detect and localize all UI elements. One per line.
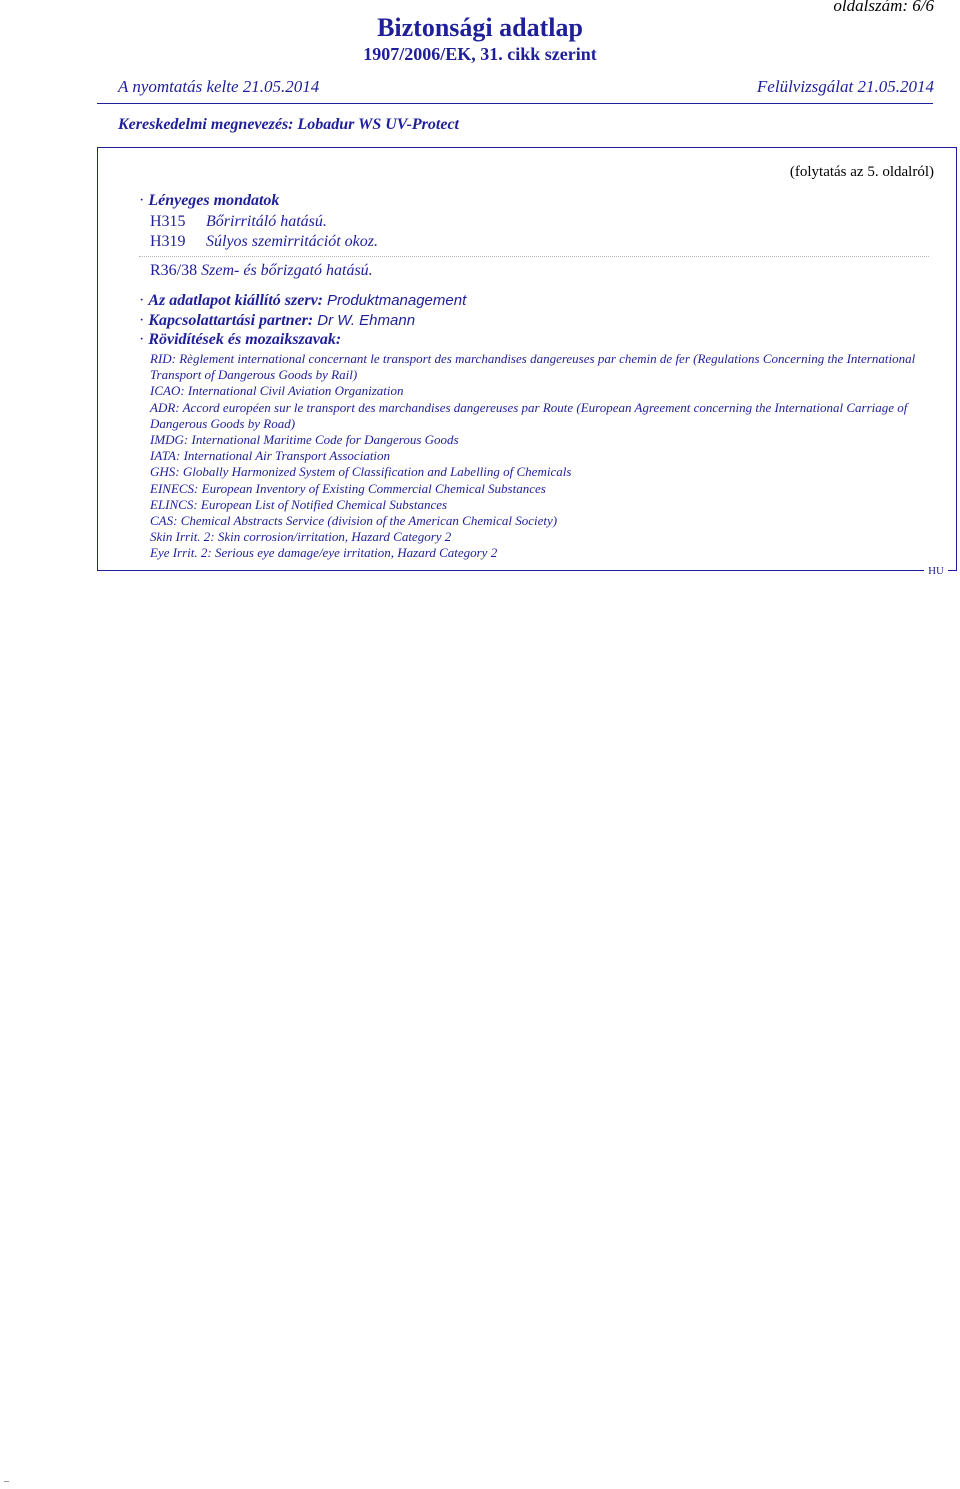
h-statement-row (150, 213, 327, 231)
abbreviation-item: IMDG: International Maritime Code for Dangerous Goods (150, 432, 459, 448)
abbreviation-item: RID: Règlement international concernant le transport des marchandises dangereuses par chemin de fer (Regulations Concerning the International Transport of Dangerous Goods by Rail) (150, 351, 916, 383)
abbreviation-list (150, 351, 940, 562)
dotted-separator (139, 256, 929, 257)
abbreviation-item: IATA: International Air Transport Association (150, 448, 391, 464)
regulation-reference: 1907/2006/EK, 31. cikk szerint (363, 44, 597, 64)
h-statement-text: Bőrirritáló hatású. (206, 213, 327, 230)
bullet: · (139, 292, 149, 309)
abbreviation-item: ADR: Accord européen sur le transport des marchandises dangereuses par Route (European Agreement concerning the International Carriage of Dangerous Goods by Road) (150, 399, 908, 431)
bullet: · (139, 312, 149, 329)
document-title: Biztonsági adatlap (377, 13, 583, 42)
print-date: A nyomtatás kelte 21.05.2014 (118, 77, 320, 96)
abbreviation-item: ELINCS: European List of Notified Chemical Substances (150, 496, 448, 512)
contact-label: Kapcsolattartási partner: (148, 312, 314, 329)
abbreviations-heading-text: Rövidítések és mozaikszavak: (148, 331, 342, 348)
abbreviation-item: Eye Irrit. 2: Serious eye damage/eye irritation, Hazard Category 2 (150, 545, 498, 561)
abbreviation-item: Skin Irrit. 2: Skin corrosion/irritation, Hazard Category 2 (150, 529, 452, 545)
issuer-label: Az adatlapot kiállító szerv: (148, 292, 323, 309)
abbreviation-item: ICAO: International Civil Aviation Organization (150, 383, 404, 399)
trade-name: Kereskedelmi megnevezés: Lobadur WS UV-Protect (118, 116, 459, 133)
abbreviation-item: GHS: Globally Harmonized System of Classification and Labelling of Chemicals (150, 464, 572, 480)
abbreviation-item: EINECS: European Inventory of Existing Commercial Chemical Substances (150, 480, 546, 496)
contact-value: Dr W. Ehmann (317, 312, 416, 329)
h-statement-code: H315 (150, 213, 186, 230)
page-number: oldalszám: 6/6 (833, 0, 934, 15)
continued-note: (folytatás az 5. oldalról) (789, 164, 934, 180)
h-statement-row (150, 233, 378, 251)
relevant-phrases-heading-text: Lényeges mondatok (148, 192, 280, 209)
issuer-value: Produktmanagement (327, 292, 467, 309)
abbreviation-item: CAS: Chemical Abstracts Service (division of the American Chemical Society) (150, 513, 558, 529)
abbreviations-heading (139, 331, 341, 349)
bullet: · (139, 331, 149, 348)
r-phrase-code: R36/38 (150, 262, 198, 279)
relevant-phrases-heading (139, 192, 279, 210)
h-statement-text: Súlyos szemirritációt okoz. (206, 233, 378, 250)
bullet: · (139, 192, 149, 209)
revision-date: Felülvizsgálat 21.05.2014 (756, 77, 934, 96)
header-divider (97, 103, 933, 104)
footer-mark: – (4, 1476, 9, 1487)
h-statement-code: H319 (150, 233, 186, 250)
language-code: HU (924, 565, 948, 577)
issuer-row (139, 292, 466, 310)
r-phrase-row (150, 262, 373, 280)
r-phrase-text: Szem- és bőrizgató hatású. (201, 262, 373, 279)
contact-row (139, 312, 415, 330)
